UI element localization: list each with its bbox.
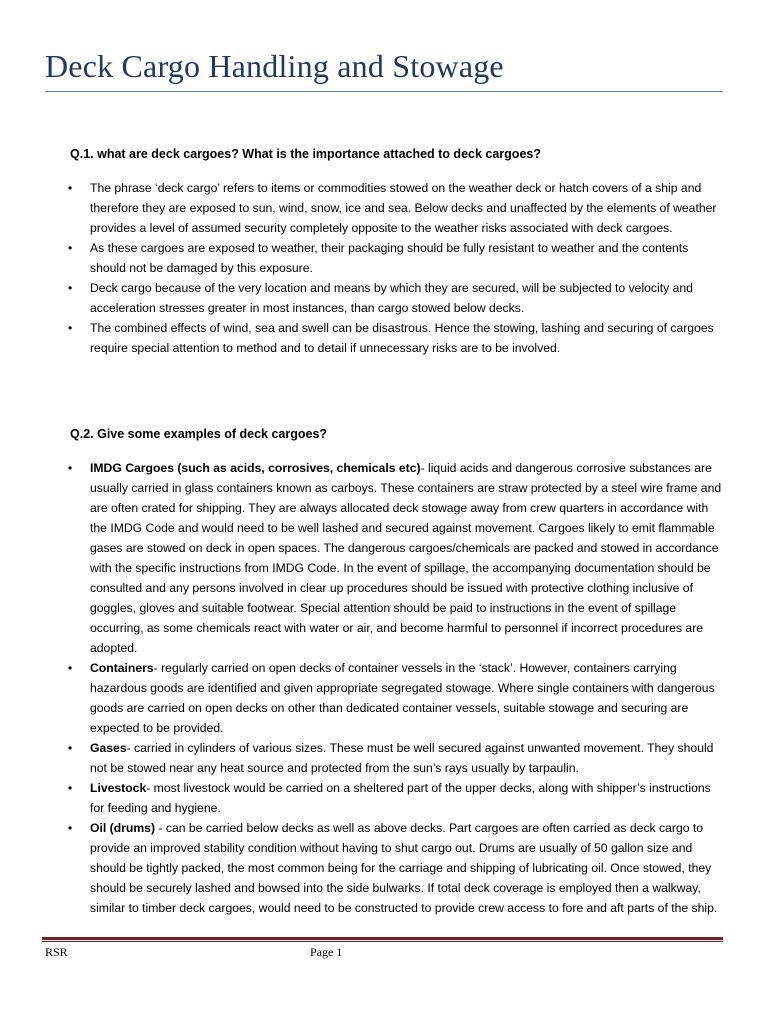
question-2: Q.2. Give some examples of deck cargoes? [70, 427, 328, 441]
bullet-icon: • [68, 281, 73, 295]
bullet-icon: • [68, 781, 73, 795]
item-lead: Gases [90, 741, 127, 755]
list-item [68, 238, 724, 278]
bullet-icon: • [68, 321, 73, 335]
item-text: - can be carried below decks as well as above decks. Part cargoes are often carried as deck cargo to provide an improved stability condition without having to shut cargo out. Drums are usually of 50 gallon size and should be tightly packed, the most common being for the carriage and shipping of lubricating oil. Once stowed, they should be securely lashed and bowsed into the side bulwarks. If total deck coverage is employed then a walkway, similar to timber deck cargoes, would need to be constructed to provide crew access to fore and aft parts of the ship. [90, 821, 718, 915]
document-title: Deck Cargo Handling and Stowage [45, 48, 504, 84]
list-item [68, 278, 724, 318]
list-item [68, 318, 724, 358]
list-item [68, 778, 724, 818]
bullet-icon: • [68, 821, 73, 835]
bullet-icon: • [68, 241, 73, 255]
title-underline [45, 91, 723, 92]
bullet-icon: • [68, 461, 73, 475]
footer-rule-thick [42, 937, 723, 940]
item-lead: Livestock [90, 781, 147, 795]
list-item [68, 658, 724, 738]
footer-author: RSR [45, 945, 68, 959]
bullet-icon: • [68, 661, 73, 675]
item-text: Deck cargo because of the very location and means by which they are secured, will be subjected to velocity and acceleration stresses greater in most instances, than cargo stowed below decks. [90, 281, 693, 315]
list-item [68, 178, 724, 238]
list-item [68, 738, 724, 778]
list-item [68, 458, 724, 658]
item-text: - carried in cylinders of various sizes. These must be well secured against unwanted movement. They should not be stowed near any heat source and protected from the sun’s rays usually by tarpaulin. [90, 741, 714, 775]
item-text: - liquid acids and dangerous corrosive substances are usually carried in glass containers known as carboys. These containers are straw protected by a steel wire frame and are often crated for shipping. They are always allocated deck stowage away from crew quarters in accordance with the IMDG Code and would need to be well lashed and secured against movement. Cargoes likely to emit flammable gases are stowed on deck in open spaces. The dangerous cargoes/chemicals are packed and stowed in accordance with the specific instructions from IMDG Code. In the event of spillage, the accompanying documentation should be consulted and any persons involved in clear up procedures should be issued with protective clothing inclusive of goggles, gloves and suitable footwear. Special attention should be paid to instructions in the event of spillage occurring, as some chemicals react with water or air, and become harmful to personnel if incorrect procedures are adopted. [90, 461, 722, 655]
item-text: - most livestock would be carried on a sheltered part of the upper decks, along with shipper’s instructions for feeding and hygiene. [90, 781, 711, 815]
item-text: The combined effects of wind, sea and swell can be disastrous. Hence the stowing, lashing and securing of cargoes require special attention to method and to detail if unnecessary risks are to be involved. [90, 321, 714, 355]
footer-rule-thin [42, 941, 723, 942]
item-lead: IMDG Cargoes (such as acids, corrosives, chemicals etc) [90, 461, 421, 475]
item-lead: Oil (drums) [90, 821, 156, 835]
list-item [68, 818, 724, 918]
page-number: Page 1 [310, 945, 343, 959]
item-text: The phrase ‘deck cargo’ refers to items or commodities stowed on the weather deck or hatch covers of a ship and therefore they are exposed to sun, wind, snow, ice and sea. Below decks and unaffected by the elements of weather provides a level of assumed security completely opposite to the weather risks associated with deck cargoes. [90, 181, 717, 235]
bullet-icon: • [68, 741, 73, 755]
item-text: As these cargoes are exposed to weather, their packaging should be fully resistant to weather and the contents should not be damaged by this exposure. [90, 241, 689, 275]
q1-bullet-list [68, 178, 724, 358]
q2-bullet-list [68, 458, 724, 918]
bullet-icon: • [68, 181, 73, 195]
item-lead: Containers [90, 661, 154, 675]
question-1: Q.1. what are deck cargoes? What is the importance attached to deck cargoes? [70, 147, 541, 161]
item-text: - regularly carried on open decks of container vessels in the ‘stack’. However, containers carrying hazardous goods are identified and given appropriate segregated stowage. Where single containers with dangerous goods are carried on open decks on other than dedicated container vessels, suitable stowage and securing are expected to be provided. [90, 661, 715, 735]
